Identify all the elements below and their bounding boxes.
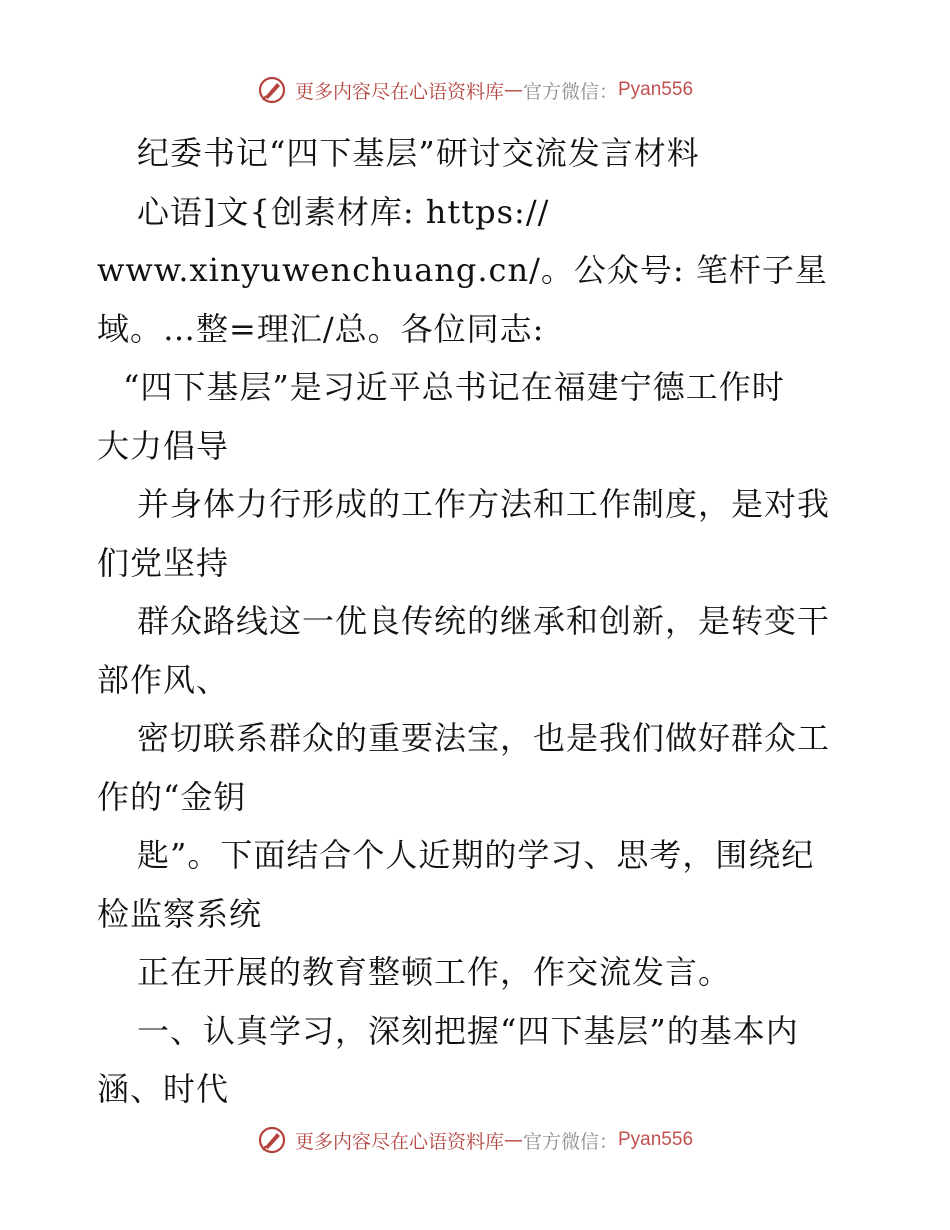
document-line: “四下基层”是习近平总书记在福建宁德工作时 — [123, 368, 785, 406]
document-line: 匙”。下面结合个人近期的学习、思考，围绕纪 — [137, 836, 815, 874]
banner-dash: — — [503, 79, 523, 101]
document-line: 作的“金钥 — [97, 777, 247, 816]
document-line: 大力倡导 — [97, 426, 230, 465]
footer-watermark-banner — [0, 1120, 950, 1160]
document-line: 涵、时代 — [97, 1070, 230, 1108]
document-line: 域。…整=理汇/总。各位同志: — [97, 309, 545, 348]
document-title: 纪委书记“四下基层”研讨交流发言材料 — [137, 134, 700, 172]
banner-wechat-label: 官方微信： — [522, 80, 618, 103]
header-watermark-banner — [0, 70, 950, 110]
document-line: 并身体力行形成的工作方法和工作制度，是对我 — [137, 485, 831, 523]
banner-dash: — — [503, 1129, 523, 1151]
banner-text: 更多内容尽在心语资料库 — [294, 1130, 504, 1153]
quill-logo-icon — [257, 75, 287, 105]
document-line: 部作风、 — [97, 660, 230, 699]
banner-text: 更多内容尽在心语资料库 — [294, 80, 504, 103]
document-line: 心语]文{创素材库: https:// — [137, 192, 550, 231]
banner-wechat-id: Pyan556 — [618, 79, 694, 100]
document-body — [97, 124, 857, 1119]
banner-wechat-label: 官方微信： — [522, 1130, 618, 1153]
document-line: 正在开展的教育整顿工作，作交流发言。 — [137, 953, 732, 991]
document-line: 们党坚持 — [97, 543, 230, 582]
quill-logo-icon — [257, 1125, 287, 1155]
document-line: 密切联系群众的重要法宝，也是我们做好群众工 — [137, 719, 831, 757]
document-line: 检监察系统 — [97, 894, 263, 933]
banner-wechat-id: Pyan556 — [618, 1129, 694, 1150]
document-section-heading: 一、认真学习，深刻把握“四下基层”的基本内 — [137, 1011, 799, 1050]
document-line: www.xinyuwenchuang.cn/。公众号: 笔杆子星 — [97, 251, 828, 289]
document-line: 群众路线这一优良传统的继承和创新，是转变干 — [137, 602, 831, 640]
